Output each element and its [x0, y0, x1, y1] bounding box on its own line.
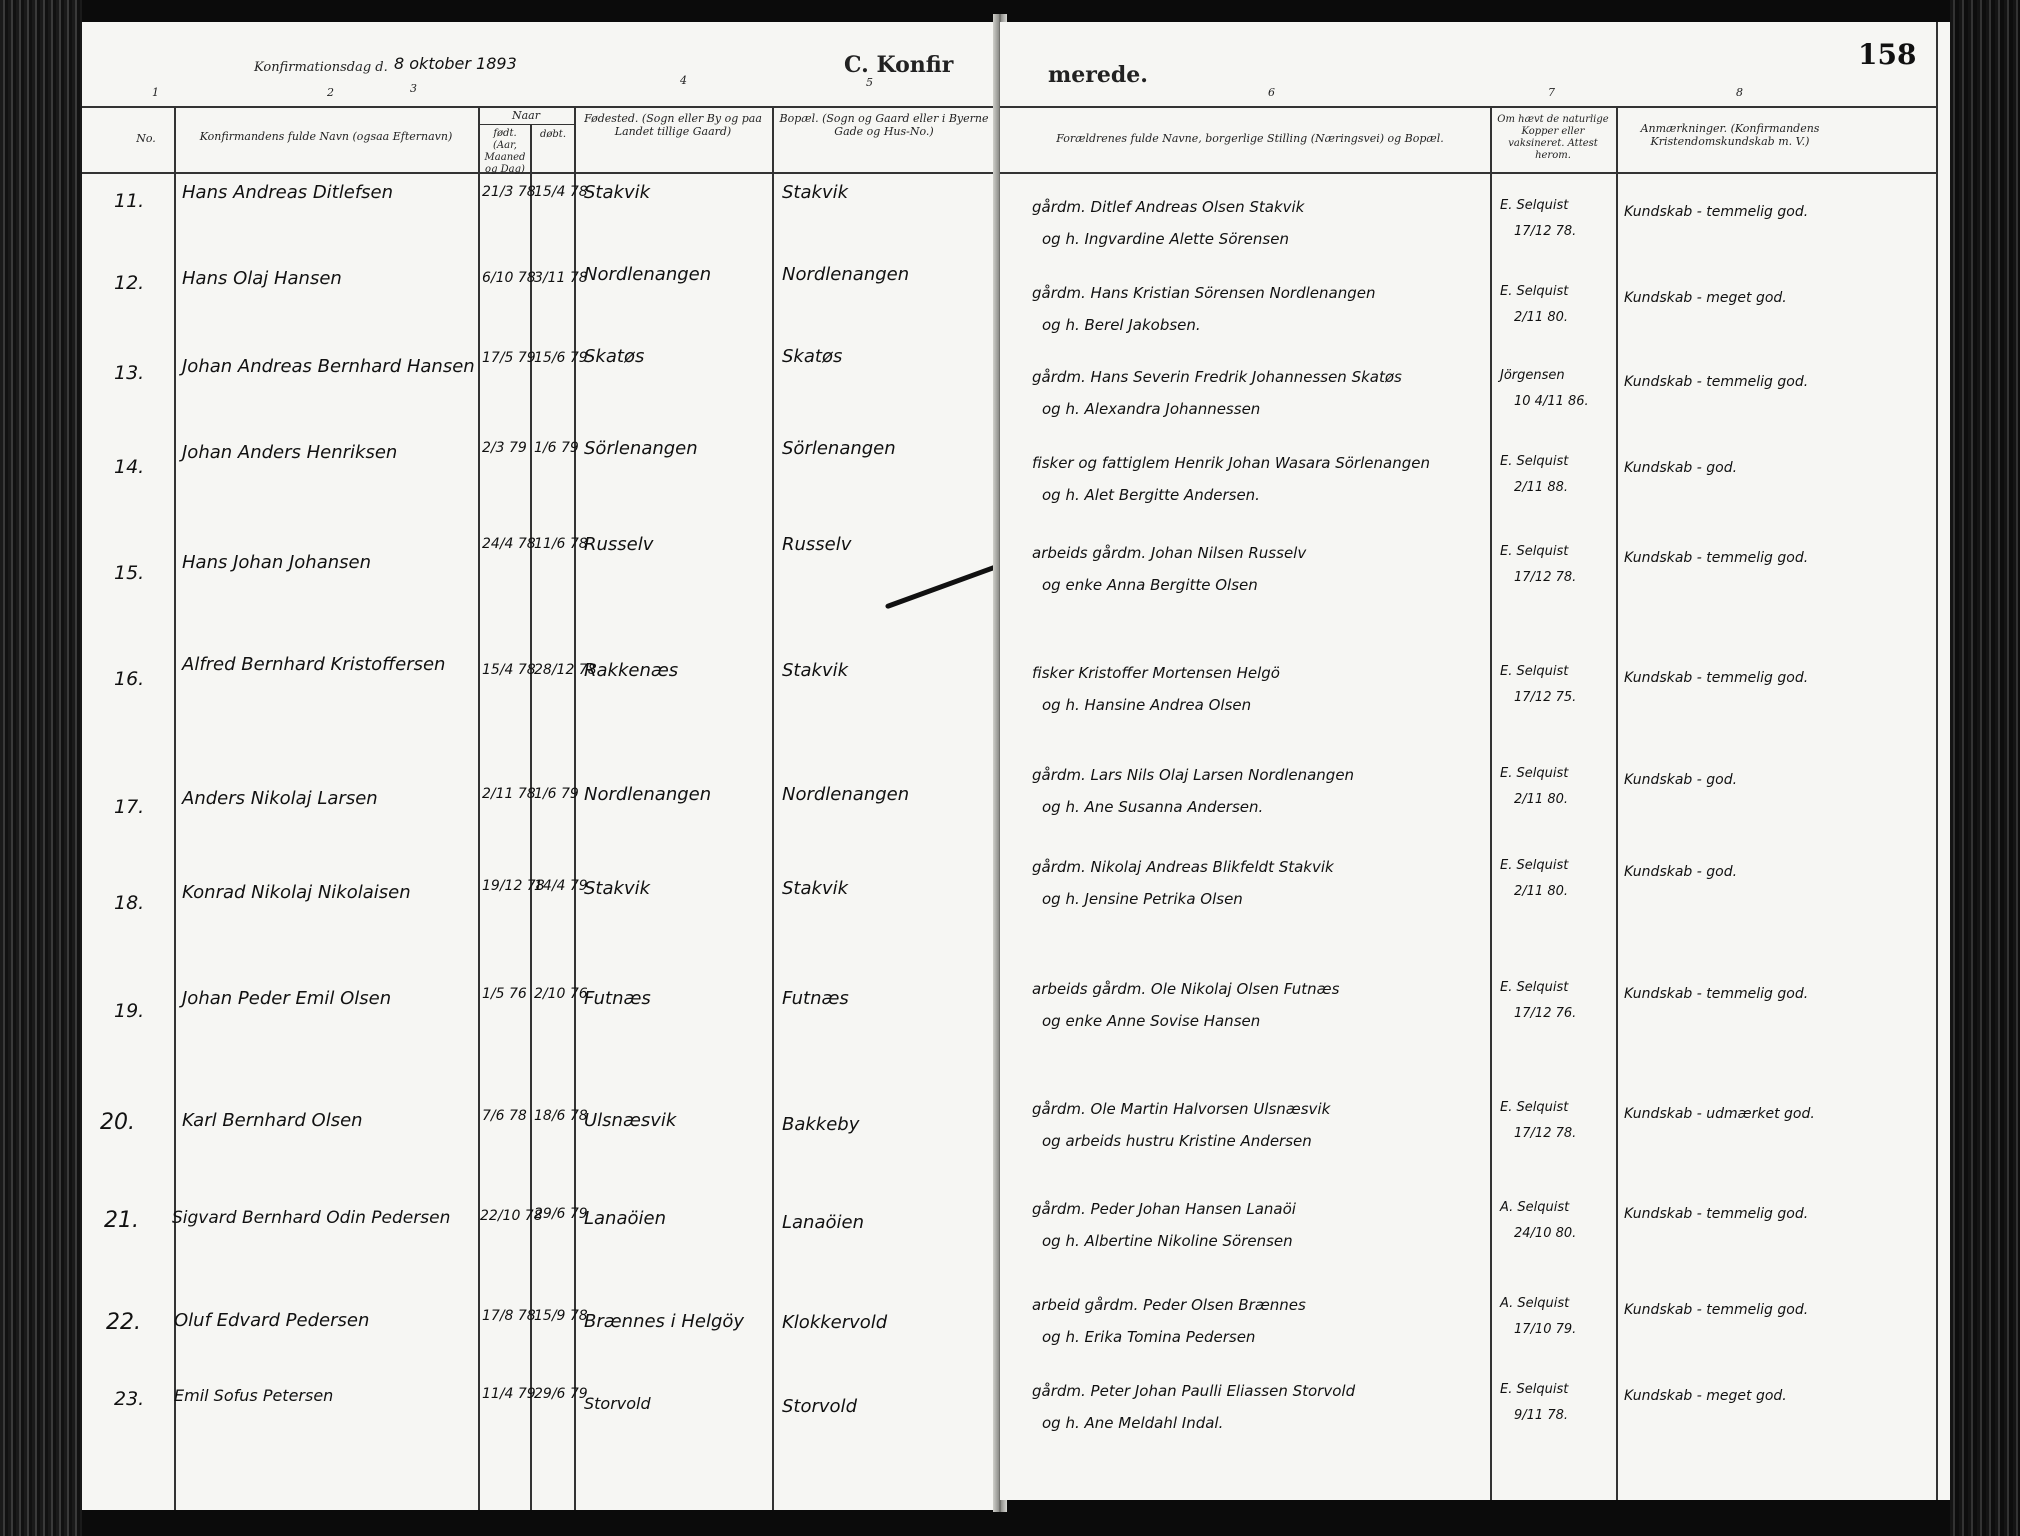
- confirmand-name: Hans Andreas Ditlefsen: [182, 182, 394, 203]
- christianity-knowledge: Kundskab - god.: [1624, 460, 1738, 476]
- christianity-knowledge: Kundskab - temmelig god.: [1624, 204, 1809, 220]
- header-dobt: døbt.: [539, 129, 567, 140]
- vaccination-date: 2/11 80.: [1514, 310, 1568, 325]
- residence: Lanaöien: [782, 1212, 864, 1233]
- header-naar: Naar: [512, 109, 540, 122]
- vaccination-date: 17/12 78.: [1514, 1126, 1577, 1141]
- baptism-date: 14/4 79: [534, 878, 588, 894]
- christianity-knowledge: Kundskab - temmelig god.: [1624, 986, 1809, 1002]
- birthplace: Rakkenæs: [584, 660, 679, 681]
- ink-stroke: [885, 564, 999, 610]
- left-book-edge: [0, 0, 82, 1536]
- birth-date: 15/4 78: [482, 662, 536, 678]
- parents-line-1: gårdm. Lars Nils Olaj Larsen Nordlenangen: [1032, 766, 1355, 784]
- parents-line-2: og h. Ane Meldahl Indal.: [1042, 1414, 1224, 1432]
- parents-line-1: arbeid gårdm. Peder Olsen Brænnes: [1032, 1296, 1306, 1314]
- confirmand-name: Johan Peder Emil Olsen: [182, 988, 392, 1009]
- column-number: 3: [410, 82, 417, 95]
- header-rule-top: [1000, 106, 1938, 108]
- entry-number: 12.: [114, 272, 145, 294]
- residence: Bakkeby: [782, 1114, 860, 1135]
- birthplace: Brænnes i Helgöy: [584, 1311, 745, 1332]
- residence: Sörlenangen: [782, 438, 896, 459]
- confirmand-name: Hans Johan Johansen: [182, 552, 371, 573]
- entry-number: 17.: [114, 796, 145, 818]
- baptism-date: 18/6 78: [534, 1108, 588, 1124]
- vaccination-date: 17/10 79.: [1514, 1322, 1577, 1337]
- entry-number: 11.: [114, 190, 145, 212]
- parents-line-1: gårdm. Ole Martin Halvorsen Ulsnæsvik: [1032, 1100, 1331, 1118]
- parents-line-2: og h. Alet Bergitte Andersen.: [1042, 486, 1260, 504]
- christianity-knowledge: Kundskab - god.: [1624, 772, 1738, 788]
- residence: Nordlenangen: [782, 784, 910, 805]
- entry-number: 20.: [100, 1110, 135, 1135]
- parents-line-1: gårdm. Hans Kristian Sörensen Nordlenangen: [1032, 284, 1376, 302]
- baptism-date: 2/10 76: [534, 986, 588, 1002]
- birth-date: 2/11 78: [482, 786, 536, 802]
- col-rule: [1616, 106, 1618, 1500]
- birthplace: Nordlenangen: [584, 784, 712, 805]
- residence: Futnæs: [782, 988, 849, 1009]
- birthplace: Stakvik: [584, 878, 651, 899]
- vaccination-attest: Jörgensen: [1500, 368, 1565, 383]
- vaccination-date: 17/12 78.: [1514, 570, 1577, 585]
- header-rule-top: [82, 106, 1000, 108]
- christianity-knowledge: Kundskab - temmelig god.: [1624, 550, 1809, 566]
- birthplace: Ulsnæsvik: [584, 1110, 677, 1131]
- right-book-edge: [1950, 0, 2020, 1536]
- christianity-knowledge: Kundskab - temmelig god.: [1624, 1206, 1809, 1222]
- vaccination-attest: E. Selquist: [1500, 980, 1569, 995]
- baptism-date: 29/6 79: [534, 1206, 588, 1222]
- vaccination-attest: E. Selquist: [1500, 664, 1569, 679]
- column-number: 7: [1548, 86, 1555, 99]
- birth-date: 19/12 78: [482, 878, 545, 894]
- left-page: [82, 22, 1000, 1510]
- parents-line-1: arbeids gårdm. Johan Nilsen Russelv: [1032, 544, 1307, 562]
- entry-number: 21.: [104, 1208, 139, 1233]
- baptism-date: 15/9 78: [534, 1308, 588, 1324]
- birthplace: Sörlenangen: [584, 438, 698, 459]
- column-number: 5: [866, 76, 873, 89]
- confirmation-date: 8 oktober 1893: [394, 54, 517, 73]
- vaccination-attest: E. Selquist: [1500, 284, 1569, 299]
- parents-line-2: og arbeids hustru Kristine Andersen: [1042, 1132, 1312, 1150]
- header-fodested: Fødested. (Sogn eller By og paa Landet tillige Gaard): [584, 112, 762, 138]
- entry-number: 22.: [106, 1310, 141, 1335]
- birth-date: 17/8 78: [482, 1308, 536, 1324]
- christianity-knowledge: Kundskab - temmelig god.: [1624, 1302, 1809, 1318]
- birth-date: 22/10 78: [480, 1208, 543, 1224]
- residence: Russelv: [782, 534, 852, 555]
- birthplace: Russelv: [584, 534, 654, 555]
- col-rule: [174, 106, 176, 1510]
- vaccination-date: 10 4/11 86.: [1514, 394, 1589, 409]
- birth-date: 17/5 79: [482, 350, 536, 366]
- birth-date: 11/4 79: [482, 1386, 536, 1402]
- confirmand-name: Johan Andreas Bernhard Hansen: [182, 356, 475, 377]
- parents-line-2: og h. Alexandra Johannessen: [1042, 400, 1261, 418]
- parents-line-1: fisker Kristoffer Mortensen Helgö: [1032, 664, 1280, 682]
- vaccination-attest: E. Selquist: [1500, 1100, 1569, 1115]
- vaccination-date: 17/12 76.: [1514, 1006, 1577, 1021]
- parents-line-2: og enke Anna Bergitte Olsen: [1042, 576, 1258, 594]
- col-rule: [772, 106, 774, 1510]
- vaccination-date: 9/11 78.: [1514, 1408, 1568, 1423]
- col-rule: [1490, 106, 1492, 1500]
- confirmand-name: Oluf Edvard Pedersen: [174, 1310, 370, 1331]
- vaccination-attest: E. Selquist: [1500, 858, 1569, 873]
- vaccination-date: 2/11 80.: [1514, 792, 1568, 807]
- birth-date: 2/3 79: [482, 440, 527, 456]
- entry-number: 13.: [114, 362, 145, 384]
- vaccination-attest: E. Selquist: [1500, 198, 1569, 213]
- header-name: Konfirmandens fulde Navn (ogsaa Efternavn): [199, 130, 453, 143]
- residence: Nordlenangen: [782, 264, 910, 285]
- baptism-date: 29/6 79: [534, 1386, 588, 1402]
- confirmand-name: Johan Anders Henriksen: [182, 442, 398, 463]
- baptism-date: 15/6 79: [534, 350, 588, 366]
- vaccination-date: 24/10 80.: [1514, 1226, 1577, 1241]
- birthplace: Lanaöien: [584, 1208, 666, 1229]
- parents-line-1: gårdm. Nikolaj Andreas Blikfeldt Stakvik: [1032, 858, 1334, 876]
- confirmand-name: Alfred Bernhard Kristoffersen: [182, 654, 446, 675]
- parents-line-2: og h. Jensine Petrika Olsen: [1042, 890, 1243, 908]
- residence: Skatøs: [782, 346, 843, 367]
- birth-date: 7/6 78: [482, 1108, 527, 1124]
- parents-line-1: gårdm. Peder Johan Hansen Lanaöi: [1032, 1200, 1296, 1218]
- birth-date: 6/10 78: [482, 270, 536, 286]
- baptism-date: 28/12 78: [534, 662, 597, 678]
- birth-date: 1/5 76: [482, 986, 527, 1002]
- residence: Stakvik: [782, 878, 849, 899]
- parents-line-1: gårdm. Hans Severin Fredrik Johannessen Skatøs: [1032, 368, 1402, 386]
- parents-line-1: gårdm. Peter Johan Paulli Eliassen Storvold: [1032, 1382, 1356, 1400]
- residence: Stakvik: [782, 182, 849, 203]
- entry-number: 19.: [114, 1000, 145, 1022]
- christianity-knowledge: Kundskab - temmelig god.: [1624, 670, 1809, 686]
- right-page: [1000, 22, 1950, 1500]
- column-number: 6: [1268, 86, 1275, 99]
- birthplace: Storvold: [584, 1394, 651, 1413]
- naar-rule: [478, 124, 574, 125]
- birthplace: Nordlenangen: [584, 264, 712, 285]
- baptism-date: 3/11 78: [534, 270, 588, 286]
- vaccination-date: 2/11 88.: [1514, 480, 1568, 495]
- residence: Stakvik: [782, 660, 849, 681]
- vaccination-attest: E. Selquist: [1500, 1382, 1569, 1397]
- parents-line-1: gårdm. Ditlef Andreas Olsen Stakvik: [1032, 198, 1305, 216]
- parents-line-2: og h. Hansine Andrea Olsen: [1042, 696, 1252, 714]
- header-vaccination: Om hævt de naturlige Kopper eller vaksineret. Attest herom.: [1497, 114, 1609, 161]
- christianity-knowledge: Kundskab - meget god.: [1624, 290, 1787, 306]
- column-number: 2: [327, 86, 334, 99]
- entry-number: 14.: [114, 456, 145, 478]
- col-rule: [1936, 22, 1938, 1500]
- parents-line-2: og h. Albertine Nikoline Sörensen: [1042, 1232, 1293, 1250]
- parents-line-1: arbeids gårdm. Ole Nikolaj Olsen Futnæs: [1032, 980, 1340, 998]
- header-rule-bottom: [82, 172, 1000, 174]
- parents-line-2: og h. Berel Jakobsen.: [1042, 316, 1201, 334]
- birthplace: Futnæs: [584, 988, 651, 1009]
- section-heading-right: merede.: [1048, 62, 1148, 88]
- column-number: 8: [1736, 86, 1743, 99]
- parents-line-2: og h. Ingvardine Alette Sörensen: [1042, 230, 1289, 248]
- col-rule: [530, 124, 532, 1510]
- header-fodt: født. (Aar, Maaned og Dag): [484, 128, 526, 175]
- header-no: No.: [136, 132, 156, 145]
- christianity-knowledge: Kundskab - god.: [1624, 864, 1738, 880]
- baptism-date: 1/6 79: [534, 786, 579, 802]
- header-bopel: Bopæl. (Sogn og Gaard eller i Byerne Gade og Hus-No.): [779, 112, 989, 138]
- column-number: 1: [152, 86, 159, 99]
- col-rule: [574, 106, 576, 1510]
- entry-number: 15.: [114, 562, 145, 584]
- birthplace: Stakvik: [584, 182, 651, 203]
- entry-number: 23.: [114, 1388, 145, 1410]
- vaccination-attest: A. Selquist: [1500, 1200, 1570, 1215]
- entry-number: 18.: [114, 892, 145, 914]
- confirmand-name: Anders Nikolaj Larsen: [182, 788, 378, 809]
- baptism-date: 15/4 78: [534, 184, 588, 200]
- confirmation-day-label: Konfirmationsdag d.: [254, 60, 388, 75]
- christianity-knowledge: Kundskab - meget god.: [1624, 1388, 1787, 1404]
- parents-line-1: fisker og fattiglem Henrik Johan Wasara Sörlenangen: [1032, 454, 1430, 472]
- vaccination-date: 2/11 80.: [1514, 884, 1568, 899]
- header-rule-bottom: [1000, 172, 1938, 174]
- confirmand-name: Karl Bernhard Olsen: [182, 1110, 363, 1131]
- christianity-knowledge: Kundskab - udmærket god.: [1624, 1106, 1815, 1122]
- residence: Klokkervold: [782, 1312, 888, 1333]
- vaccination-attest: E. Selquist: [1500, 766, 1569, 781]
- parents-line-2: og h. Ane Susanna Andersen.: [1042, 798, 1264, 816]
- vaccination-date: 17/12 78.: [1514, 224, 1577, 239]
- confirmand-name: Konrad Nikolaj Nikolaisen: [182, 882, 411, 903]
- parents-line-2: og enke Anne Sovise Hansen: [1042, 1012, 1261, 1030]
- birth-date: 24/4 78: [482, 536, 536, 552]
- confirmand-name: Hans Olaj Hansen: [182, 268, 342, 289]
- section-heading-left: C. Konfir: [844, 52, 954, 78]
- col-rule: [478, 106, 480, 1510]
- vaccination-attest: E. Selquist: [1500, 454, 1569, 469]
- residence: Storvold: [782, 1396, 857, 1417]
- vaccination-attest: E. Selquist: [1500, 544, 1569, 559]
- page-number: 158: [1858, 38, 1917, 71]
- confirmand-name: Sigvard Bernhard Odin Pedersen: [172, 1208, 451, 1228]
- baptism-date: 1/6 79: [534, 440, 579, 456]
- parents-line-2: og h. Erika Tomina Pedersen: [1042, 1328, 1256, 1346]
- column-number: 4: [680, 74, 687, 87]
- confirmand-name: Emil Sofus Petersen: [174, 1386, 334, 1405]
- baptism-date: 11/6 78: [534, 536, 588, 552]
- entry-number: 16.: [114, 668, 145, 690]
- header-remarks: Anmærkninger. (Konfirmandens Kristendomskundskab m. V.): [1640, 122, 1820, 148]
- birthplace: Skatøs: [584, 346, 645, 367]
- birth-date: 21/3 78: [482, 184, 536, 200]
- christianity-knowledge: Kundskab - temmelig god.: [1624, 374, 1809, 390]
- vaccination-attest: A. Selquist: [1500, 1296, 1570, 1311]
- vaccination-date: 17/12 75.: [1514, 690, 1577, 705]
- header-parents: Forældrenes fulde Navne, borgerlige Stilling (Næringsvei) og Bopæl.: [1056, 132, 1444, 145]
